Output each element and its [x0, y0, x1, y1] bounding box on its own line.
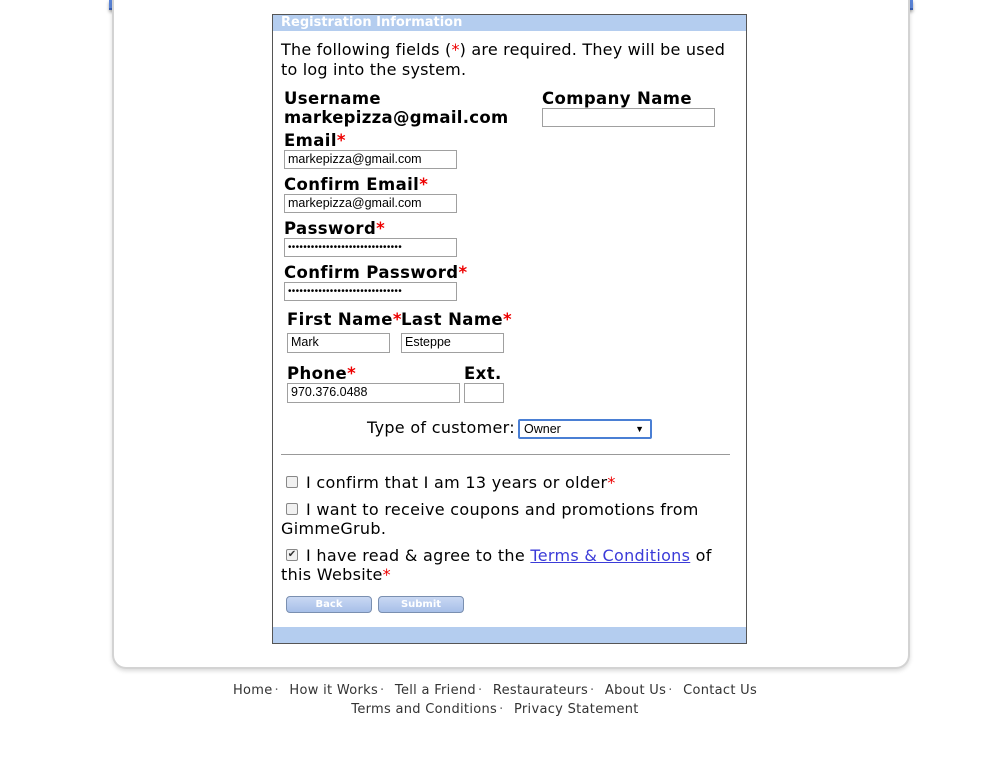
- intro-text: The following fields (: [281, 40, 452, 59]
- panel-footer-bar: [273, 627, 746, 643]
- terms-text-before: I have read & agree to the: [306, 546, 531, 565]
- required-asterisk: *: [336, 131, 346, 150]
- company-name-label: Company Name: [542, 89, 692, 108]
- customer-type-label: Type of customer:: [367, 418, 515, 437]
- ext-label: Ext.: [464, 364, 502, 383]
- email-label: [284, 131, 346, 150]
- email-input[interactable]: markepizza@gmail.com: [284, 150, 457, 169]
- panel-title: Registration Information: [273, 15, 746, 31]
- required-fields-note: [281, 40, 736, 80]
- phone-label-text: Phone: [287, 364, 348, 383]
- footer-separator: ·: [668, 683, 673, 698]
- footer-link-home[interactable]: Home: [232, 683, 273, 698]
- phone-label: [287, 364, 356, 383]
- ext-input[interactable]: [464, 383, 504, 403]
- footer-link-privacy[interactable]: Privacy Statement: [513, 702, 639, 717]
- terms-text-after: of this Website: [281, 546, 712, 584]
- footer-link-tell-a-friend[interactable]: Tell a Friend: [394, 683, 476, 698]
- footer-link-terms[interactable]: Terms and Conditions: [351, 702, 498, 717]
- intro-text: ) are required. They will be used to log into the system.: [281, 40, 726, 79]
- password-label: [284, 219, 385, 238]
- customer-type-selected: Owner: [524, 422, 561, 436]
- dropdown-arrow-icon: ▼: [635, 424, 644, 434]
- footer-link-how-it-works[interactable]: How it Works: [289, 683, 379, 698]
- customer-type-select[interactable]: [518, 419, 652, 439]
- submit-button[interactable]: Submit: [378, 596, 464, 613]
- required-asterisk: *: [376, 219, 386, 238]
- footer-separator: ·: [590, 683, 595, 698]
- last-name-label-text: Last Name: [401, 310, 504, 329]
- last-name-label: [401, 310, 512, 329]
- divider: [281, 454, 730, 455]
- required-asterisk: *: [419, 175, 429, 194]
- first-name-label-text: First Name: [287, 310, 393, 329]
- site-footer: [0, 681, 990, 719]
- required-asterisk: *: [392, 310, 402, 329]
- required-asterisk: *: [382, 565, 391, 584]
- footer-links-row: [0, 681, 990, 700]
- footer-separator: ·: [499, 702, 504, 717]
- confirm-password-input[interactable]: ••••••••••••••••••••••••••••••: [284, 282, 457, 301]
- age-confirm-checkbox[interactable]: [286, 476, 298, 488]
- confirm-email-input[interactable]: markepizza@gmail.com: [284, 194, 457, 213]
- confirm-email-label: [284, 175, 428, 194]
- registration-panel: [272, 14, 747, 644]
- first-name-label: [287, 310, 402, 329]
- age-confirm-text: [306, 473, 736, 492]
- back-button[interactable]: Back: [286, 596, 372, 613]
- footer-separator: ·: [380, 683, 385, 698]
- terms-conditions-link[interactable]: Terms & Conditions: [530, 546, 691, 565]
- terms-agree-text: [281, 546, 721, 584]
- footer-link-contact-us[interactable]: Contact Us: [683, 683, 758, 698]
- email-label-text: Email: [284, 131, 337, 150]
- footer-link-restaurateurs[interactable]: Restaurateurs: [492, 683, 589, 698]
- terms-agree-checkbox[interactable]: ✔: [287, 549, 297, 560]
- confirm-email-label-text: Confirm Email: [284, 175, 420, 194]
- required-asterisk: *: [347, 364, 357, 383]
- footer-separator: ·: [477, 683, 483, 698]
- username-label: Username: [284, 89, 382, 108]
- last-name-input[interactable]: Esteppe: [401, 333, 504, 353]
- age-confirm-label: I confirm that I am 13 years or older: [306, 473, 608, 492]
- username-value: markepizza@gmail.com: [284, 108, 509, 127]
- confirm-password-label: [284, 263, 468, 282]
- password-input[interactable]: ••••••••••••••••••••••••••••••: [284, 238, 457, 257]
- first-name-input[interactable]: Mark: [287, 333, 390, 353]
- footer-separator: ·: [274, 683, 279, 698]
- footer-link-about-us[interactable]: About Us: [604, 683, 667, 698]
- required-asterisk: *: [451, 40, 460, 59]
- phone-input[interactable]: 970.376.0488: [287, 383, 460, 403]
- footer-links-row: [0, 700, 990, 719]
- confirm-password-label-text: Confirm Password: [284, 263, 459, 282]
- password-label-text: Password: [284, 219, 377, 238]
- required-asterisk: *: [458, 263, 468, 282]
- required-asterisk: *: [503, 310, 513, 329]
- promotions-text: I want to receive coupons and promotions from GimmeGrub.: [281, 500, 699, 538]
- required-asterisk: *: [607, 473, 616, 492]
- company-name-input[interactable]: [542, 108, 715, 127]
